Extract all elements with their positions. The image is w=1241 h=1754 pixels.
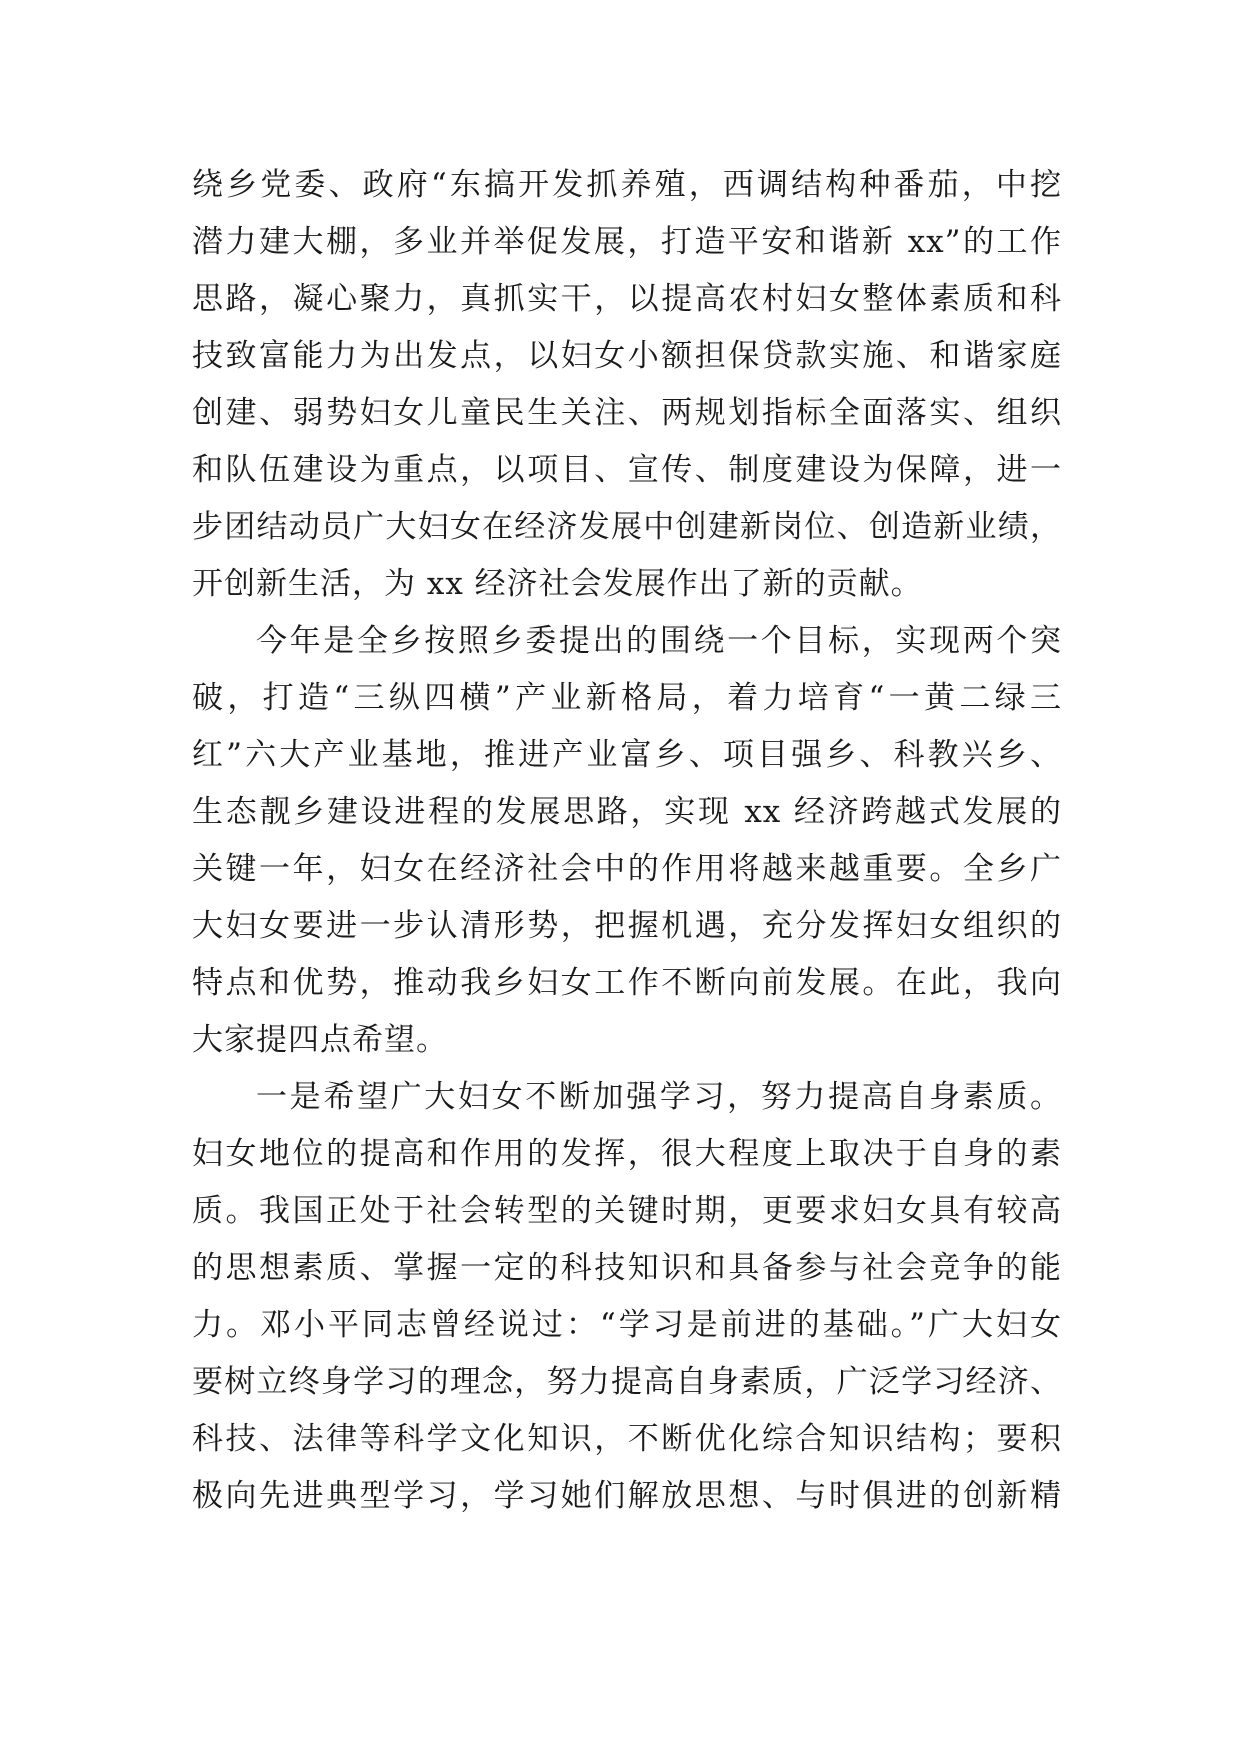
- paragraph-2: [192, 613, 1062, 1069]
- text-line: 思路，凝心聚力，真抓实干，以提高农村妇女整体素质和科: [192, 281, 1062, 317]
- text-line: 步团结动员广大妇女在经济发展中创建新岗位、创造新业绩，: [192, 509, 1062, 545]
- text-line: 一是希望广大妇女不断加强学习，努力提高自身素质。: [256, 1079, 1062, 1115]
- text-line: 破，打造“三纵四横”产业新格局，着力培育“一黄二绿三: [192, 680, 1062, 716]
- text-line: 和队伍建设为重点，以项目、宣传、制度建设为保障，进一: [192, 452, 1062, 488]
- text-line: 绕乡党委、政府“东搞开发抓养殖，西调结构种番茄，中挖: [192, 167, 1062, 203]
- body-text: [192, 157, 1062, 1525]
- text-line: 特点和优势，推动我乡妇女工作不断向前发展。在此，我向: [192, 965, 1062, 1001]
- paragraph-1: [192, 157, 1062, 613]
- text-line: 科技、法律等科学文化知识，不断优化综合知识结构；要积: [192, 1421, 1062, 1457]
- text-line: 妇女地位的提高和作用的发挥，很大程度上取决于自身的素: [192, 1136, 1062, 1172]
- text-line: 力。邓小平同志曾经说过：“学习是前进的基础。”广大妇女: [192, 1307, 1062, 1343]
- text-line: 的思想素质、掌握一定的科技知识和具备参与社会竞争的能: [192, 1250, 1062, 1286]
- text-line: 潜力建大棚，多业并举促发展，打造平安和谐新 xx”的工作: [192, 224, 1062, 260]
- text-line: 今年是全乡按照乡委提出的围绕一个目标，实现两个突: [256, 623, 1062, 659]
- paragraph-3: [192, 1069, 1062, 1525]
- text-line: 大家提四点希望。: [192, 1022, 448, 1058]
- text-line: 大妇女要进一步认清形势，把握机遇，充分发挥妇女组织的: [192, 908, 1062, 944]
- text-line: 创建、弱势妇女儿童民生关注、两规划指标全面落实、组织: [192, 395, 1062, 431]
- text-line: 技致富能力为出发点，以妇女小额担保贷款实施、和谐家庭: [192, 338, 1062, 374]
- text-line: 关键一年，妇女在经济社会中的作用将越来越重要。全乡广: [192, 851, 1062, 887]
- text-line: 极向先进典型学习，学习她们解放思想、与时俱进的创新精: [192, 1478, 1062, 1514]
- text-line: 质。我国正处于社会转型的关键时期，更要求妇女具有较高: [192, 1193, 1062, 1229]
- text-line: 红”六大产业基地，推进产业富乡、项目强乡、科教兴乡、: [192, 737, 1062, 773]
- text-line: 开创新生活，为 xx 经济社会发展作出了新的贡献。: [192, 566, 923, 602]
- text-line: 生态靓乡建设进程的发展思路，实现 xx 经济跨越式发展的: [192, 794, 1062, 830]
- text-line: 要树立终身学习的理念，努力提高自身素质，广泛学习经济、: [192, 1364, 1062, 1400]
